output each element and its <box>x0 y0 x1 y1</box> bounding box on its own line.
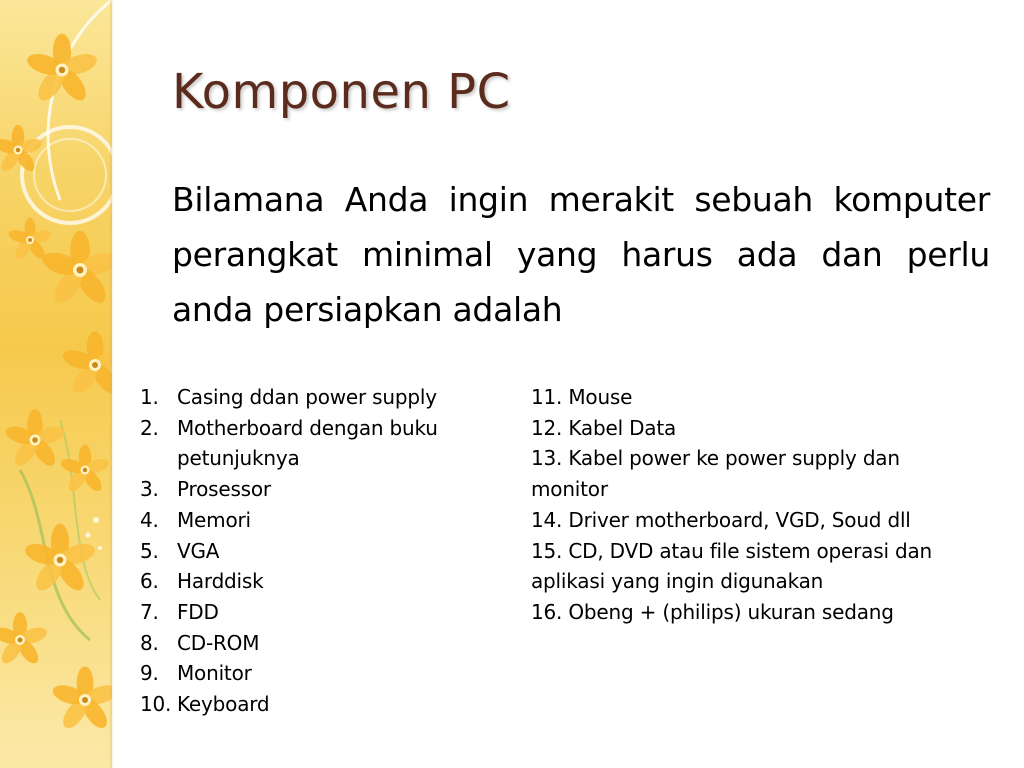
intro-paragraph: Bilamana Anda ingin merakit sebuah komputer perangkat minimal yang harus ada dan perlu anda persiapkan adalah <box>172 180 990 329</box>
list-item: 12. Kabel Data <box>531 415 677 440</box>
flower-icon <box>3 409 66 469</box>
list-item: 3. Prosessor <box>140 477 271 502</box>
slide-title: Komponen PC <box>172 64 511 120</box>
component-list-left <box>140 382 470 720</box>
decorative-side-panel <box>0 0 112 768</box>
list-item: 2. Motherboard dengan buku petunjuknya <box>140 415 438 471</box>
component-list-right <box>531 382 971 628</box>
list-item: 5. VGA <box>140 538 220 563</box>
list-item: 10. Keyboard <box>140 692 270 717</box>
list-item: 1. Casing ddan power supply <box>140 385 437 409</box>
list-item: 16. Obeng + (philips) ukuran sedang <box>531 599 894 624</box>
list-item: 6. Harddisk <box>140 569 264 594</box>
panel-divider <box>110 0 114 768</box>
flower-icon <box>25 34 100 105</box>
flower-icon <box>59 445 111 494</box>
flower-icon <box>0 612 49 667</box>
flower-icon <box>40 231 112 308</box>
list-item: 9. Monitor <box>140 661 252 686</box>
list-item: 14. Driver motherboard, VGD, Soud dll <box>531 507 911 532</box>
list-item: 8. CD-ROM <box>140 630 260 655</box>
list-item: 7. FDD <box>140 599 219 624</box>
flower-icon <box>60 331 112 397</box>
list-item: 11. Mouse <box>531 385 633 409</box>
list-item: 13. Kabel power ke power supply dan monitor <box>531 446 900 502</box>
flower-icon <box>50 666 112 732</box>
list-item: 15. CD, DVD atau file sistem operasi dan aplikasi yang ingin digunakan <box>531 538 932 594</box>
floral-decoration <box>0 0 112 768</box>
list-item: 4. Memori <box>140 507 251 532</box>
